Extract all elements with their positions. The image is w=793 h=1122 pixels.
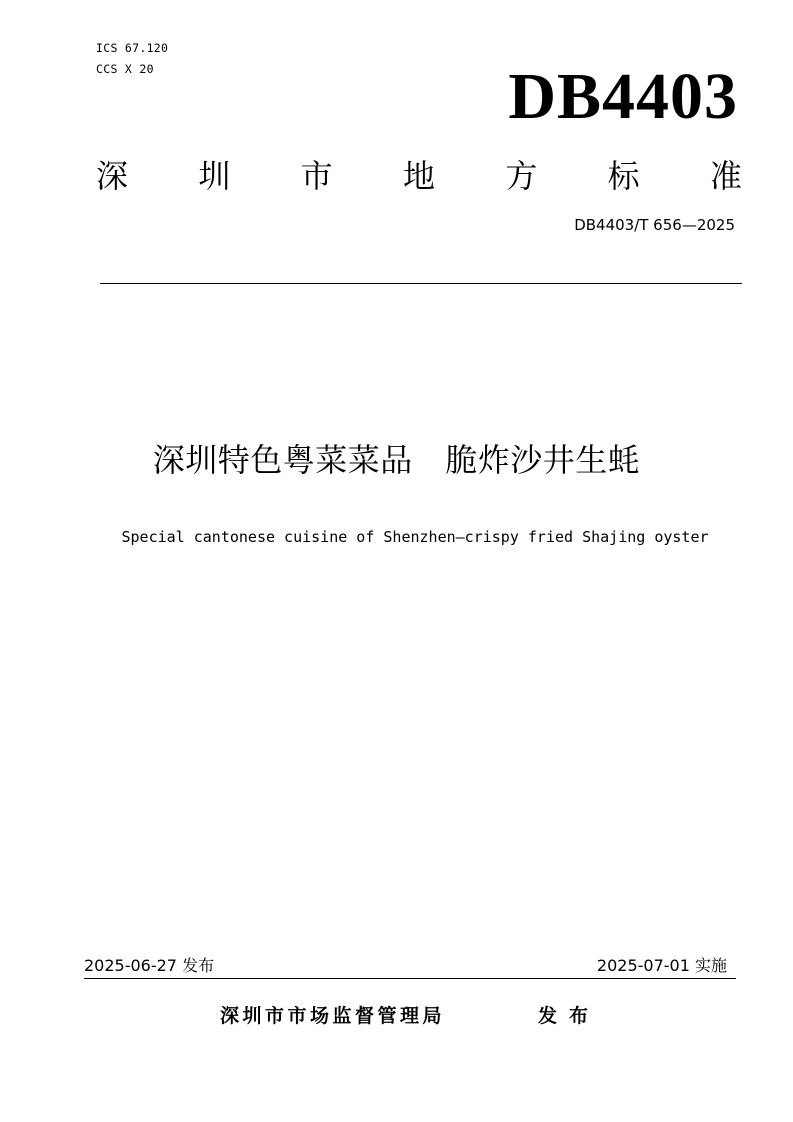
- standard-type-char: 准: [709, 157, 742, 195]
- ccs-code: CCS X 20: [96, 62, 154, 76]
- document-title-chinese: 深圳特色粤菜菜品 脆炸沙井生蚝: [152, 441, 641, 479]
- implementation-date: 2025-07-01 实施: [596, 956, 727, 975]
- standard-type-char: 标: [607, 157, 640, 195]
- publish-date: 2025-06-27 发布: [84, 956, 215, 975]
- footer-divider: [84, 978, 736, 979]
- standard-type-char: 圳: [198, 157, 231, 195]
- standard-type-char: 地: [402, 157, 435, 195]
- standard-type-char: 市: [300, 157, 333, 195]
- standard-code-heading: DB4403: [508, 60, 738, 133]
- ics-code: ICS 67.120: [96, 41, 169, 55]
- issue-label: 发布: [538, 1005, 601, 1027]
- standard-type-label: [96, 154, 742, 198]
- issuing-authority: 深圳市市场监督管理局: [220, 1005, 446, 1027]
- standard-type-char: 深: [96, 157, 129, 195]
- document-title-english: Special cantonese cuisine of Shenzhen—crispy fried Shajing oyster: [121, 528, 709, 546]
- standard-number: DB4403/T 656—2025: [574, 216, 735, 234]
- standard-type-char: 方: [505, 157, 538, 195]
- header-divider: [100, 283, 742, 284]
